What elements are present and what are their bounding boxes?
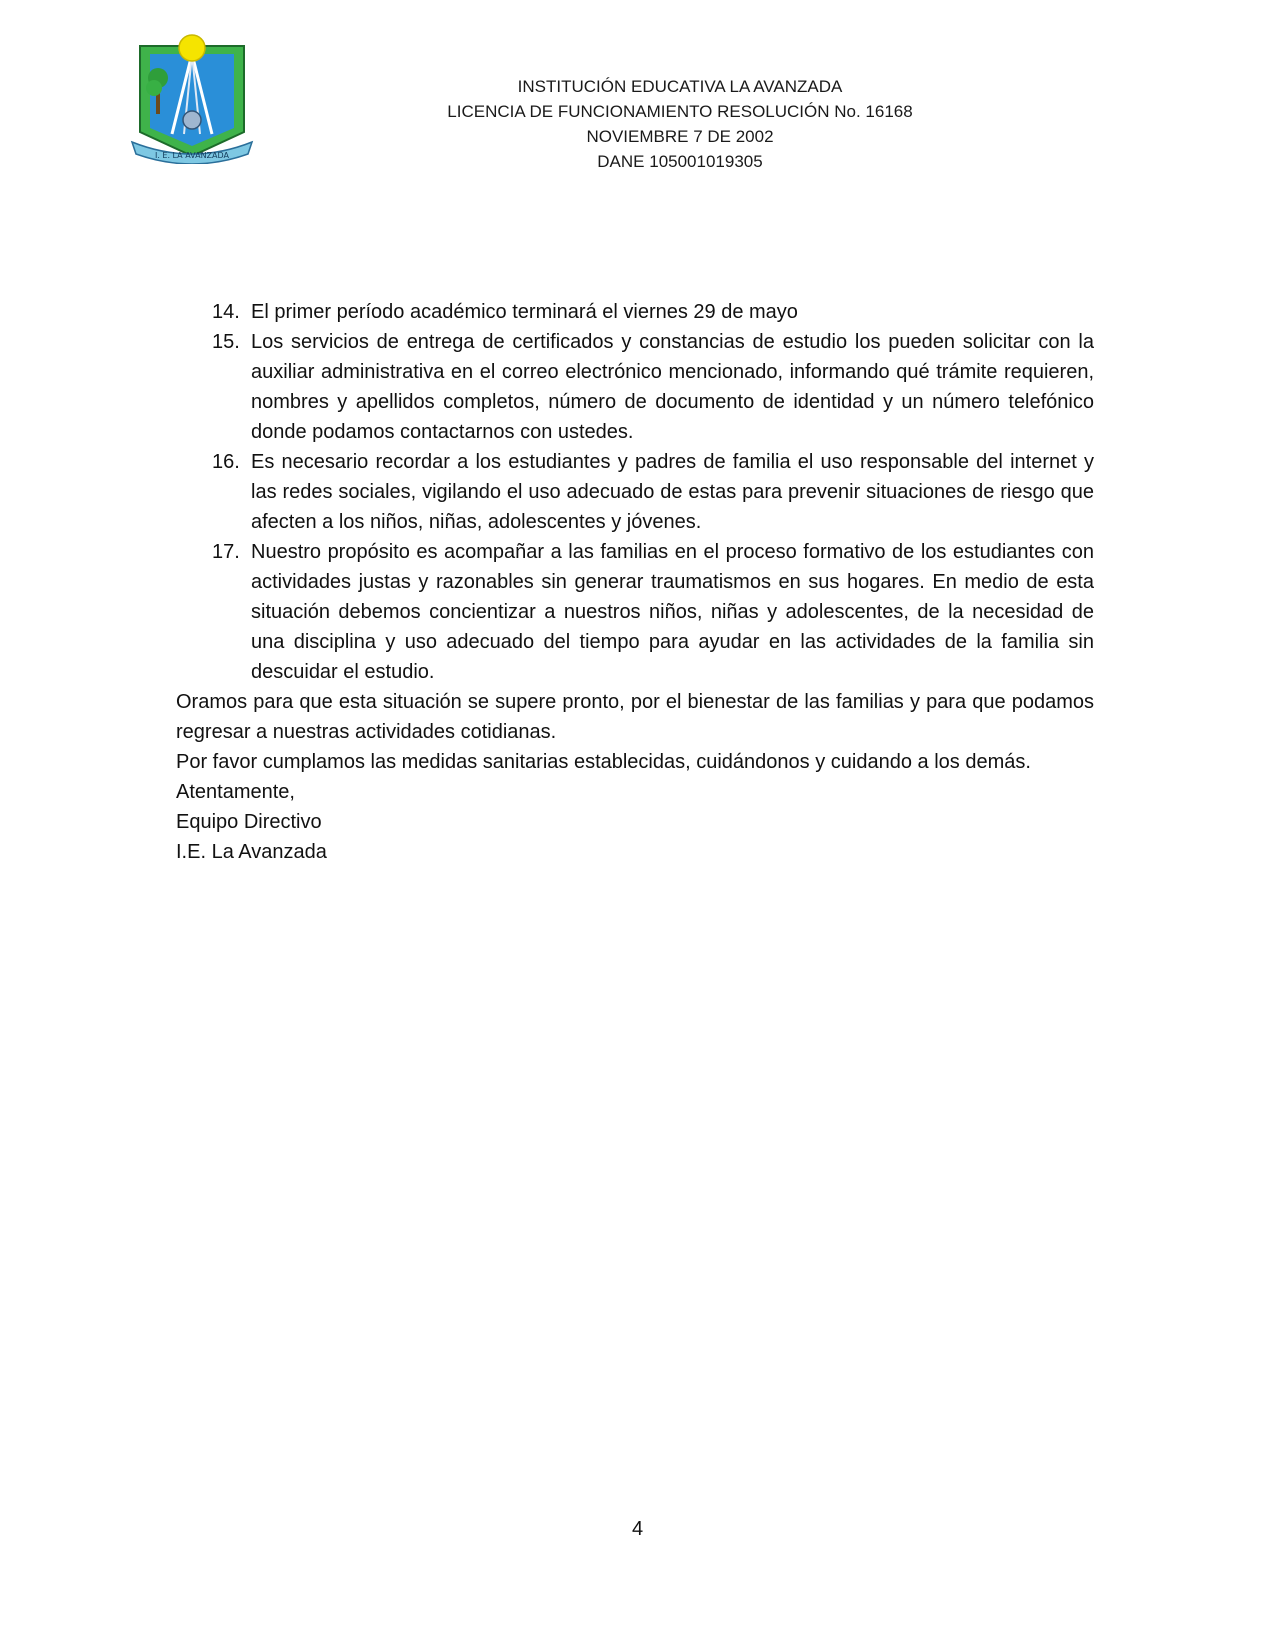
list-item-number: 16. (212, 451, 240, 473)
signer-institution: I.E. La Avanzada (176, 841, 327, 863)
list-item-number: 15. (212, 331, 240, 353)
institution-name: INSTITUCIÓN EDUCATIVA LA AVANZADA (517, 77, 843, 96)
dane-code: DANE 105001019305 (597, 152, 763, 171)
prayer-paragraph: Oramos para que esta situación se supere pronto, por el bienestar de las familias y para que podamos regresar a nuestras actividades cotidianas. (176, 691, 1094, 743)
list-item-text: Los servicios de entrega de certificados y constancias de estudio los pueden solicitar con la auxiliar administrativa en el correo electrónico mencionado, informando qué trámite requieren, nombres y apellidos completos, número de documento de identidad y un número telefónico donde podamos contactarnos con ustedes. (251, 331, 1094, 443)
list-item-text: Nuestro propósito es acompañar a las familias en el proceso formativo de los estudiantes con actividades justas y razonables sin generar traumatismos en sus hogares. En medio de esta situación debemos concientizar a nuestros niños, niñas y adolescentes, de la necesidad de una disciplina y uso adecuado del tiempo para ayudar en las actividades de la familia sin descuidar el estudio. (251, 541, 1094, 683)
document-body (176, 297, 1094, 867)
list-item (176, 447, 1094, 537)
list-item (176, 297, 1094, 327)
closing-salutation: Atentamente, (176, 781, 295, 803)
document-header (430, 74, 930, 174)
list-item-text: Es necesario recordar a los estudiantes y padres de familia el uso responsable del internet y las redes sociales, vigilando el uso adecuado de estas para prevenir situaciones de riesgo que afecten a los niños, niñas, adolescentes y jóvenes. (251, 451, 1094, 533)
list-item (176, 537, 1094, 687)
page-number: 4 (631, 1518, 644, 1540)
list-item-number: 17. (212, 541, 240, 563)
svg-text:I. E. LA AVANZADA: I. E. LA AVANZADA (154, 151, 230, 160)
list-item-text: El primer período académico terminará el viernes 29 de mayo (251, 301, 798, 323)
numbered-list (176, 297, 1094, 687)
school-crest-logo (128, 34, 256, 164)
list-item-number: 14. (212, 301, 240, 323)
sanitary-measures-paragraph: Por favor cumplamos las medidas sanitarias establecidas, cuidándonos y cuidando a los demás. (176, 751, 1031, 773)
license-resolution: LICENCIA DE FUNCIONAMIENTO RESOLUCIÓN No. 16168 (447, 102, 913, 121)
license-date: NOVIEMBRE 7 DE 2002 (586, 127, 774, 146)
signer-name: Equipo Directivo (176, 811, 322, 833)
list-item (176, 327, 1094, 447)
